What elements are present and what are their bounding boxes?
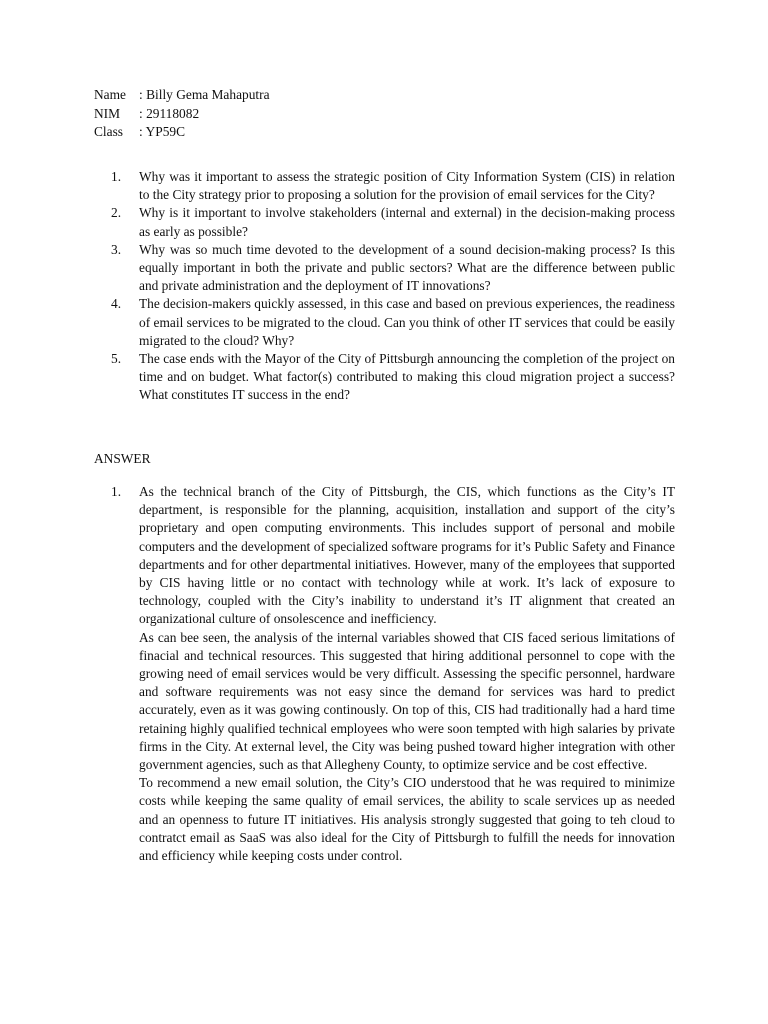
question-text: The decision-makers quickly assessed, in this case and based on previous experiences, the readiness of email services to be migrated to the cloud. Can you think of other IT services that could be easily migrated to the cloud? Why?	[139, 296, 675, 348]
question-text: Why was so much time devoted to the development of a sound decision-making process? Is this equally important in both the private and public sectors? What are the difference between public and private administration and the deployment of IT innovations?	[139, 241, 675, 294]
question-number: 5.	[111, 351, 122, 367]
question-number: 4.	[111, 296, 122, 312]
question-text: The case ends with the Mayor of the City of Pittsburgh announcing the completion of the project on time and on budget. What factor(s) contributed to making this cloud migration project a success? What constitutes IT success in the end?	[139, 351, 675, 403]
answer-paragraph: As the technical branch of the City of Pittsburgh, the CIS, which functions as the City’s IT department, is responsible for the planning, acquisition, installation and support of the city’s proprietary and open computing environments. This includes support of personal and mobile computers and the development of specialized software programs for it’s Public Safety and Finance departments and for other departmental initiatives. However, many of the employees that supported by CIS having little or no contact with technology while at work. It’s lack of exposure to technology, coupled with the City’s inability to understand it’s IT alignment that created an organizational culture of onsolescence and inefficiency.	[139, 484, 675, 627]
question-text: Why is it important to involve stakeholders (internal and external) in the decision-making process as early as possible?	[139, 205, 675, 239]
class-label: Class	[94, 124, 124, 140]
answer-body	[139, 483, 675, 865]
class-value: : YP59C	[139, 124, 186, 140]
question-item	[111, 204, 675, 240]
nim-row	[94, 105, 494, 124]
question-list	[111, 168, 675, 405]
question-number: 3.	[111, 241, 122, 257]
name-row	[94, 86, 494, 105]
answer-paragraph: To recommend a new email solution, the City’s CIO understood that he was required to minimize costs while keeping the same quality of email services, the ability to scale services up as needed and an openness to future IT initiatives. His analysis strongly suggested that going to teh cloud to contratct email as SaaS was also ideal for the City of Pittsburgh to fulfill the needs for innovation and efficiency while keeping costs under control.	[139, 775, 675, 864]
class-row	[94, 123, 494, 142]
answer-paragraph: As can bee seen, the analysis of the internal variables showed that CIS faced serious limitations of finacial and technical resources. This suggested that hiring additional personnel to cope with the growing need of email services would be very difficult. Assessing the specific personnel, hardware and software requirements was not easy since the demand for services was hard to predict accurately, even as it was gowing continously. On top of this, CIS had traditionally had a hard time retaining highly qualified technical employees who were soon tempted with high salaries by private firms in the City. At external level, the City was being pushed toward higher integration with other government agencies, such as that Allegheny County, to optimize service and be cost effective.	[139, 629, 675, 773]
nim-label: NIM	[94, 105, 121, 121]
name-value: : Billy Gema Mahaputra	[139, 87, 270, 102]
question-item	[111, 241, 675, 296]
question-item	[111, 350, 675, 405]
nim-value: : 29118082	[139, 105, 200, 121]
student-info	[94, 86, 494, 142]
answer-item	[111, 483, 675, 865]
name-label: Name	[94, 87, 126, 102]
question-text: Why was it important to assess the strategic position of City Information System (CIS) in relation to the City strategy prior to proposing a solution for the provision of email services for the City?	[139, 169, 675, 203]
answer-number: 1.	[111, 484, 122, 499]
question-number: 1.	[111, 169, 122, 184]
question-number: 2.	[111, 205, 122, 221]
question-item	[111, 295, 675, 350]
question-item	[111, 168, 675, 204]
answer-heading: ANSWER	[94, 451, 151, 466]
